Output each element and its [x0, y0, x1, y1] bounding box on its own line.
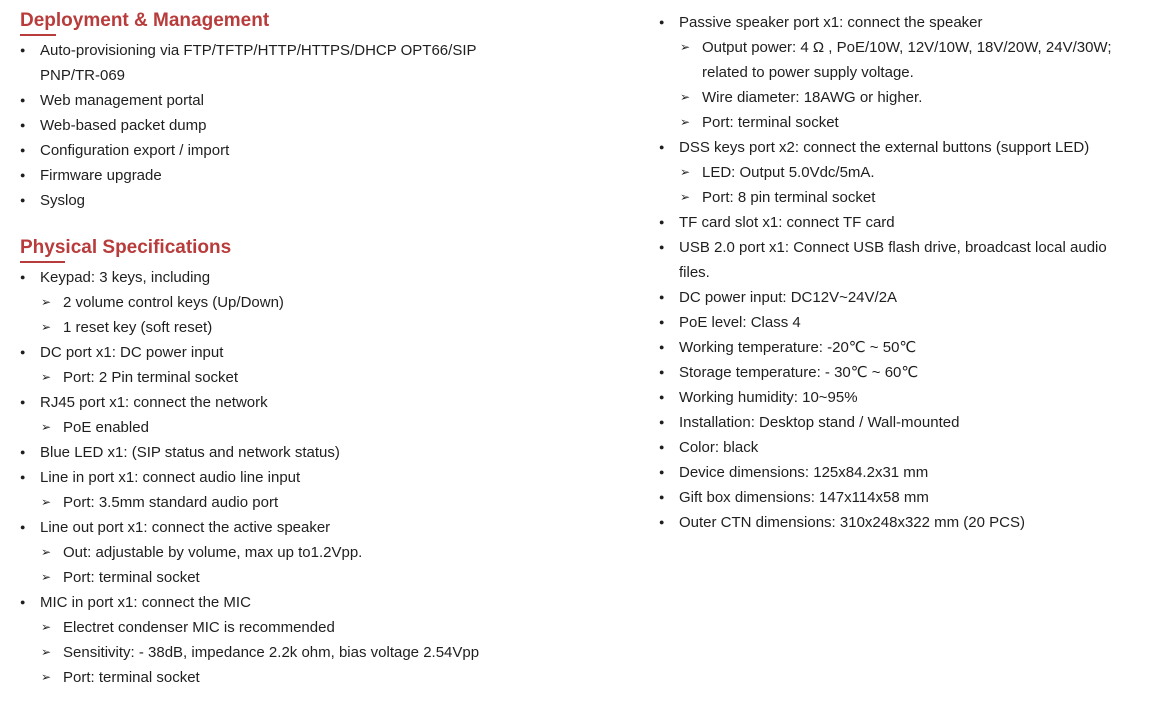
section-title-underlined-part: Phys — [20, 235, 65, 263]
bullet-item — [20, 440, 620, 465]
bullet-icon: ● — [659, 517, 665, 527]
item-line: Gift box dimensions: 147x114x58 mm — [679, 489, 929, 506]
arrow-bullet-icon: ➢ — [41, 620, 52, 634]
bullet-item — [659, 460, 1169, 485]
bullet-item — [20, 265, 620, 290]
item-text — [63, 415, 620, 440]
item-line: Configuration export / import — [40, 142, 230, 159]
item-line: Passive speaker port x1: connect the speaker — [679, 14, 983, 31]
item-text — [702, 185, 1169, 210]
bullet-icon: ● — [20, 170, 26, 180]
item-text — [40, 113, 620, 138]
sub-bullet-item — [659, 35, 1169, 85]
item-line: MIC in port x1: connect the MIC — [40, 594, 251, 611]
item-line: related to power supply voltage. — [702, 64, 914, 81]
sub-bullet-item — [659, 185, 1169, 210]
bullet-item — [20, 390, 620, 415]
bullet-icon: ● — [20, 195, 26, 205]
arrow-bullet-icon: ➢ — [41, 370, 52, 384]
right-column — [659, 10, 1169, 535]
arrow-bullet-icon: ➢ — [41, 320, 52, 334]
sub-bullet-item — [659, 160, 1169, 185]
bullet-item — [659, 285, 1169, 310]
section-title-underlined-part: Dep — [20, 8, 56, 36]
bullet-item — [659, 135, 1169, 160]
item-line: PoE level: Class 4 — [679, 314, 801, 331]
bullet-item — [659, 10, 1169, 35]
bullet-icon: ● — [20, 397, 26, 407]
item-line: Out: adjustable by volume, max up to1.2Vpp. — [63, 544, 363, 561]
item-line: Port: 3.5mm standard audio port — [63, 494, 279, 511]
bullet-icon: ● — [659, 342, 665, 352]
item-line: 2 volume control keys (Up/Down) — [63, 294, 284, 311]
bullet-item — [20, 38, 620, 88]
bullet-item — [659, 310, 1169, 335]
item-line: Keypad: 3 keys, including — [40, 269, 211, 286]
item-text — [702, 110, 1169, 135]
arrow-bullet-icon: ➢ — [41, 645, 52, 659]
bullet-icon: ● — [659, 417, 665, 427]
item-line: Working temperature: -20℃ ~ 50℃ — [679, 339, 917, 356]
item-text — [40, 265, 620, 290]
item-text — [679, 385, 1169, 410]
arrow-bullet-icon: ➢ — [41, 420, 52, 434]
bullet-item — [20, 113, 620, 138]
item-text — [63, 490, 620, 515]
item-line: Outer CTN dimensions: 310x248x322 mm (20 PCS) — [679, 514, 1025, 531]
sub-bullet-item — [20, 540, 620, 565]
sub-bullet-item — [20, 665, 620, 690]
arrow-bullet-icon: ➢ — [41, 545, 52, 559]
item-text — [679, 435, 1169, 460]
sub-bullet-item — [20, 290, 620, 315]
item-text — [702, 35, 1169, 85]
section-deployment-management — [20, 8, 620, 213]
sub-bullet-item — [20, 615, 620, 640]
arrow-bullet-icon: ➢ — [680, 165, 691, 179]
item-text — [679, 335, 1169, 360]
bullet-item — [659, 485, 1169, 510]
section-title-deployment-management — [20, 8, 620, 36]
bullet-item — [659, 210, 1169, 235]
item-line: Output power: 4 Ω , PoE/10W, 12V/10W, 18V/20W, 24V/30W; — [702, 39, 1112, 56]
item-line: Syslog — [40, 192, 86, 209]
arrow-bullet-icon: ➢ — [680, 190, 691, 204]
deployment-bullet-list — [20, 38, 620, 213]
bullet-icon: ● — [20, 597, 26, 607]
item-text — [702, 85, 1169, 110]
item-text — [63, 615, 620, 640]
bullet-icon: ● — [659, 142, 665, 152]
item-line: Firmware upgrade — [40, 167, 162, 184]
item-line: Auto-provisioning via FTP/TFTP/HTTP/HTTPS/DHCP OPT66/SIP — [40, 42, 477, 59]
item-text — [679, 235, 1169, 285]
item-text — [63, 665, 620, 690]
bullet-item — [659, 410, 1169, 435]
item-text — [679, 210, 1169, 235]
item-text — [63, 290, 620, 315]
item-line: Color: black — [679, 439, 759, 456]
bullet-icon: ● — [20, 347, 26, 357]
bullet-item — [20, 465, 620, 490]
bullet-item — [20, 590, 620, 615]
sub-bullet-item — [20, 490, 620, 515]
bullet-icon: ● — [20, 272, 26, 282]
bullet-icon: ● — [659, 217, 665, 227]
item-line: Wire diameter: 18AWG or higher. — [702, 89, 923, 106]
item-text — [40, 465, 620, 490]
item-text — [679, 460, 1169, 485]
item-text — [40, 138, 620, 163]
section-physical-specifications-continued — [659, 10, 1169, 535]
item-line: PNP/TR-069 — [40, 67, 126, 84]
item-line: Port: terminal socket — [702, 114, 839, 131]
item-text — [40, 515, 620, 540]
item-line: Storage temperature: - 30℃ ~ 60℃ — [679, 364, 919, 381]
item-text — [679, 10, 1169, 35]
arrow-bullet-icon: ➢ — [41, 495, 52, 509]
item-text — [63, 565, 620, 590]
bullet-icon: ● — [20, 95, 26, 105]
arrow-bullet-icon: ➢ — [680, 115, 691, 129]
sub-bullet-item — [20, 315, 620, 340]
item-text — [679, 510, 1169, 535]
bullet-icon: ● — [659, 392, 665, 402]
bullet-item — [659, 510, 1169, 535]
bullet-icon: ● — [659, 442, 665, 452]
item-text — [679, 485, 1169, 510]
item-text — [63, 540, 620, 565]
item-line: Line out port x1: connect the active speaker — [40, 519, 331, 536]
bullet-icon: ● — [20, 472, 26, 482]
bullet-item — [20, 138, 620, 163]
bullet-icon: ● — [659, 242, 665, 252]
item-line: Blue LED x1: (SIP status and network status) — [40, 444, 340, 461]
item-line: Port: terminal socket — [63, 569, 200, 586]
bullet-item — [659, 435, 1169, 460]
item-text — [63, 315, 620, 340]
item-text — [679, 310, 1169, 335]
item-line: Electret condenser MIC is recommended — [63, 619, 335, 636]
item-line: Device dimensions: 125x84.2x31 mm — [679, 464, 929, 481]
bullet-icon: ● — [659, 367, 665, 377]
item-line: Installation: Desktop stand / Wall-mounted — [679, 414, 960, 431]
sub-bullet-item — [20, 565, 620, 590]
item-text — [679, 410, 1169, 435]
item-line: DC power input: DC12V~24V/2A — [679, 289, 898, 306]
item-line: LED: Output 5.0Vdc/5mA. — [702, 164, 875, 181]
bullet-item — [659, 235, 1169, 285]
bullet-icon: ● — [659, 292, 665, 302]
item-text — [40, 440, 620, 465]
bullet-item — [20, 163, 620, 188]
bullet-icon: ● — [659, 317, 665, 327]
item-text — [40, 88, 620, 113]
bullet-item — [20, 188, 620, 213]
item-text — [679, 285, 1169, 310]
sub-bullet-item — [659, 85, 1169, 110]
item-text — [40, 188, 620, 213]
item-line: 1 reset key (soft reset) — [63, 319, 213, 336]
section-physical-specifications — [20, 235, 620, 690]
arrow-bullet-icon: ➢ — [41, 295, 52, 309]
sub-bullet-item — [20, 640, 620, 665]
section-title-physical-specifications — [20, 235, 620, 263]
item-line: Port: terminal socket — [63, 669, 200, 686]
physical-specs-bullet-list-right — [659, 10, 1169, 535]
physical-specs-bullet-list-left — [20, 265, 620, 690]
item-text — [40, 340, 620, 365]
item-text — [40, 38, 620, 88]
item-line: Port: 2 Pin terminal socket — [63, 369, 239, 386]
item-line: PoE enabled — [63, 419, 149, 436]
item-line: DC port x1: DC power input — [40, 344, 224, 361]
item-line: TF card slot x1: connect TF card — [679, 214, 895, 231]
bullet-item — [20, 515, 620, 540]
sub-bullet-item — [20, 365, 620, 390]
bullet-icon: ● — [20, 145, 26, 155]
left-column — [20, 8, 620, 690]
item-line: Web management portal — [40, 92, 204, 109]
item-text — [40, 390, 620, 415]
item-text — [40, 590, 620, 615]
bullet-icon: ● — [659, 492, 665, 502]
item-line: USB 2.0 port x1: Connect USB flash drive, broadcast local audio — [679, 239, 1107, 256]
bullet-item — [20, 88, 620, 113]
bullet-icon: ● — [20, 120, 26, 130]
bullet-item — [659, 335, 1169, 360]
sub-bullet-item — [659, 110, 1169, 135]
item-line: files. — [679, 264, 710, 281]
sub-bullet-item — [20, 415, 620, 440]
item-text — [40, 163, 620, 188]
item-text — [679, 135, 1169, 160]
item-line: DSS keys port x2: connect the external buttons (support LED) — [679, 139, 1090, 156]
arrow-bullet-icon: ➢ — [680, 90, 691, 104]
item-text — [679, 360, 1169, 385]
bullet-icon: ● — [20, 522, 26, 532]
bullet-icon: ● — [659, 467, 665, 477]
arrow-bullet-icon: ➢ — [41, 670, 52, 684]
bullet-item — [20, 340, 620, 365]
arrow-bullet-icon: ➢ — [680, 40, 691, 54]
arrow-bullet-icon: ➢ — [41, 570, 52, 584]
item-line: RJ45 port x1: connect the network — [40, 394, 268, 411]
bullet-icon: ● — [20, 45, 26, 55]
bullet-item — [659, 360, 1169, 385]
item-line: Sensitivity: - 38dB, impedance 2.2k ohm, bias voltage 2.54Vpp — [63, 644, 480, 661]
item-line: Line in port x1: connect audio line input — [40, 469, 301, 486]
item-line: Web-based packet dump — [40, 117, 207, 134]
section-title-rest-part: ical Specifications — [65, 237, 232, 258]
bullet-icon: ● — [20, 447, 26, 457]
bullet-item — [659, 385, 1169, 410]
item-text — [702, 160, 1169, 185]
item-line: Working humidity: 10~95% — [679, 389, 858, 406]
bullet-icon: ● — [659, 17, 665, 27]
item-text — [63, 365, 620, 390]
item-text — [63, 640, 620, 665]
item-line: Port: 8 pin terminal socket — [702, 189, 876, 206]
section-title-rest-part: loyment & Management — [55, 10, 270, 31]
